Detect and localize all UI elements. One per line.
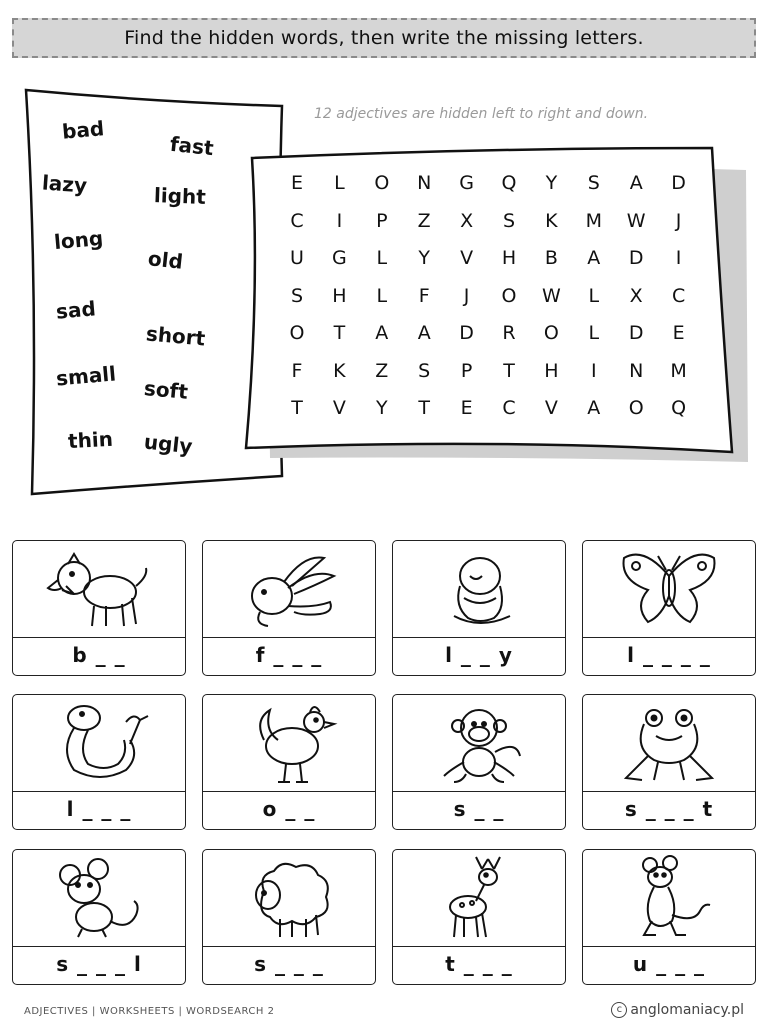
missing-letters-field[interactable]: o _ _ [262,797,316,821]
card-divider [203,637,375,638]
word-item: bad [61,116,106,144]
grid-letter: L [376,284,388,307]
animal-card [582,540,756,676]
grid-letter: X [460,209,474,232]
grid-letter: F [291,359,303,382]
missing-letters-field[interactable]: f _ _ _ [255,643,323,667]
grid-letter: D [671,172,686,194]
grid-letter: I [675,247,682,269]
grid-letter: C [671,284,686,307]
animal-card [392,849,566,985]
word-item: sad [55,296,97,324]
grid-letter: U [290,247,304,269]
animal-card [202,540,376,676]
card-divider [583,791,755,792]
card-divider [203,946,375,947]
grid-letter: N [417,172,432,194]
grid-letter: F [418,284,430,307]
grid-letter: Y [418,247,430,269]
grid-letter: L [376,247,388,269]
grid-letter: D [628,247,644,269]
grid-letter: L [334,172,345,194]
grid-letter: O [374,172,390,194]
grid-letter: K [333,359,346,382]
worksheet-title: Find the hidden words, then write the missing letters. [12,18,756,58]
animal-card [12,849,186,985]
missing-letters-field[interactable]: t _ _ _ [445,952,513,976]
missing-letters-field[interactable]: l _ _ y [445,643,513,667]
animal-card [392,694,566,830]
letter-grid [240,140,756,470]
card-divider [393,791,565,792]
grid-letter: A [417,322,431,344]
animal-card [202,849,376,985]
animal-card [202,694,376,830]
grid-letter: W [541,284,561,307]
grid-letter: Q [501,172,517,194]
card-divider [13,946,185,947]
instruction-subtitle: 12 adjectives are hidden left to right and down. [314,106,649,122]
word-item: short [145,321,207,351]
word-item: fast [168,131,215,161]
grid-letter: R [502,322,516,344]
grid-letter: J [675,209,682,232]
missing-letters-field[interactable]: l _ _ _ _ [627,643,711,667]
animal-card [12,694,186,830]
grid-letter: O [289,322,305,344]
snake-icon [13,695,185,791]
rabbit-icon [203,541,375,637]
missing-letters-field[interactable]: s _ _ _ t [624,797,714,821]
monkey-icon [393,695,565,791]
mouse-icon [13,850,185,946]
grid-letter: H [544,359,559,382]
word-item: small [55,361,117,391]
grid-letter: A [629,172,643,194]
missing-letters-field[interactable]: l _ _ _ [66,797,132,821]
grid-letter: J [463,284,470,307]
grid-letter: T [503,359,515,382]
card-divider [13,791,185,792]
grid-letter: S [290,284,304,307]
grid-letter: O [501,284,517,307]
footer-brand [611,1002,744,1018]
missing-letters-field[interactable]: s _ _ _ l [56,952,142,976]
footer-breadcrumb: ADJECTIVES | WORKSHEETS | WORDSEARCH 2 [24,1006,275,1017]
grid-letter: T [418,397,430,419]
card-divider [393,946,565,947]
animal-card [12,540,186,676]
grid-letter: T [291,397,303,419]
grid-letter: Z [375,359,389,382]
grid-letter: B [544,247,558,269]
grid-letter: V [332,397,346,419]
copyright-icon: c [611,1002,627,1018]
word-item: old [146,246,185,274]
butterfly-icon [583,541,755,637]
dog-icon [13,541,185,637]
grid-letter: L [588,284,600,307]
card-divider [583,946,755,947]
card-divider [393,637,565,638]
grid-letter: S [418,359,431,382]
grid-letter: E [672,322,685,344]
bird-icon [393,541,565,637]
grid-letter: C [290,209,304,232]
grid-letter: Q [671,397,687,419]
grid-letter: O [543,322,559,344]
grid-letter: G [332,247,347,269]
grid-letter: M [585,209,602,232]
grid-letter: N [629,359,644,382]
grid-letter: H [501,247,517,269]
missing-letters-field[interactable]: u _ _ _ [632,952,706,976]
word-item: lazy [41,170,88,198]
grid-letter: S [587,172,600,194]
grid-letter: H [332,284,347,307]
grid-letter: G [459,172,474,194]
word-item: ugly [142,429,194,459]
grid-letter: I [590,359,597,382]
grid-letter: K [545,209,558,232]
frog-icon [583,695,755,791]
grid-letter: D [459,322,474,344]
grid-letter: M [670,359,687,382]
grid-letter: S [502,209,516,232]
card-divider [203,791,375,792]
grid-letter: P [460,359,473,382]
sheep-icon [203,850,375,946]
grid-letter: I [336,209,343,232]
grid-letter: E [460,397,473,419]
grid-letter: V [544,397,558,419]
grid-letter: Z [417,209,431,232]
card-divider [583,637,755,638]
brand-text: anglomaniacy.pl [630,1002,744,1018]
grid-letter: P [376,209,388,232]
grid-letter: Y [545,172,558,194]
grid-letter: C [502,397,516,419]
grid-letter: Y [375,397,388,419]
deer-icon [393,850,565,946]
grid-letter: V [460,247,474,269]
animal-card [392,540,566,676]
grid-letter: W [626,209,646,232]
wordsearch-grid-panel [240,140,756,470]
word-item: thin [67,426,114,454]
word-item: light [153,183,207,209]
animal-card [582,849,756,985]
grid-letter: X [629,284,643,307]
card-divider [13,637,185,638]
grid-letter: E [290,172,303,194]
grid-letter: O [628,397,644,419]
grid-letter: A [587,397,601,419]
grid-letter: D [628,322,644,344]
grid-letter: A [375,322,389,344]
word-item: long [53,225,105,255]
missing-letters-field[interactable]: b _ _ [72,643,126,667]
missing-letters-field[interactable]: s _ _ _ [254,952,324,976]
word-item: soft [143,376,189,404]
rooster-icon [203,695,375,791]
animal-card [582,694,756,830]
grid-letter: A [587,247,601,269]
rat-icon [583,850,755,946]
grid-letter: L [588,322,600,344]
missing-letters-field[interactable]: s _ _ [453,797,505,821]
grid-letter: T [333,322,346,344]
